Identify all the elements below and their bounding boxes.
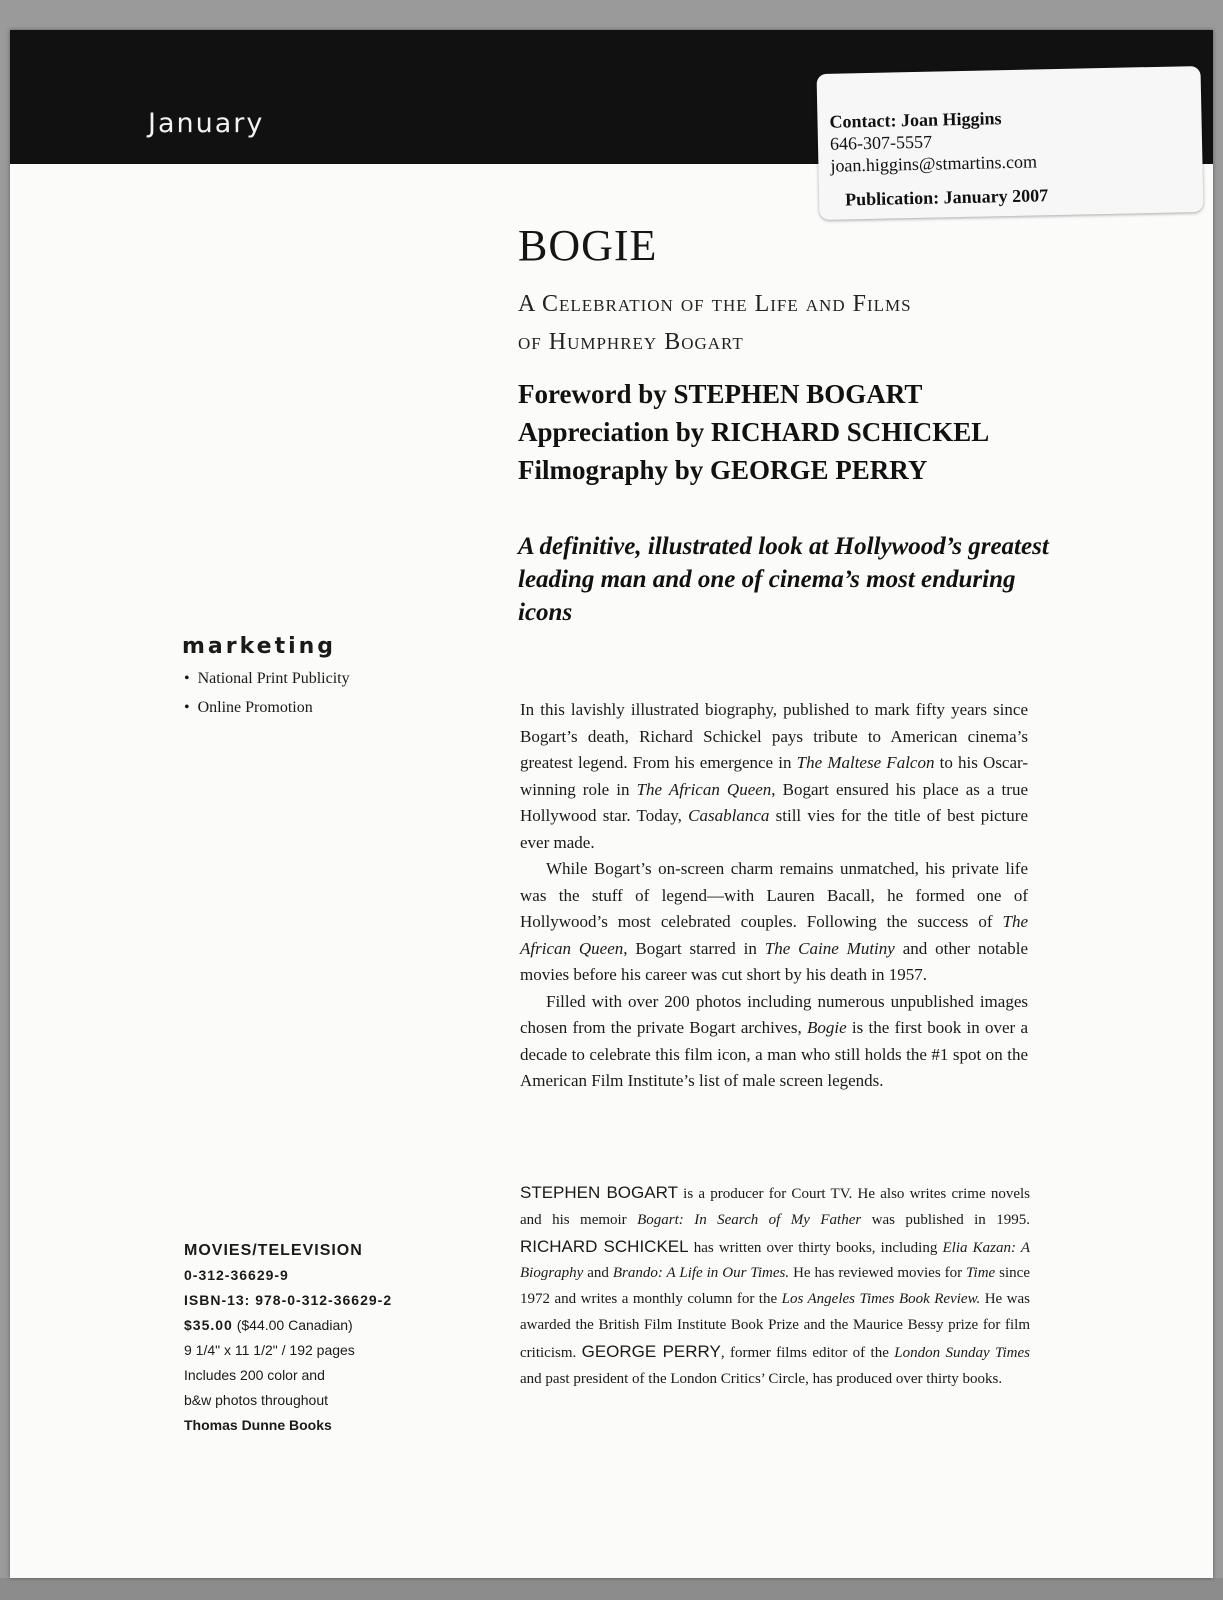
text-run: He was awarded the British Film Institute Book Prize and the Maurice Bessy prize for film criticism. [520, 1291, 1030, 1361]
contact-email: joan.higgins@stmartins.com [830, 151, 1038, 176]
marketing-list [184, 670, 350, 728]
book-description [520, 697, 1028, 1095]
text-run: since 1972 and writes a monthly column for the [520, 1265, 1030, 1308]
text-run: to his Oscar-winning role in [520, 753, 1029, 799]
text-run: He has reviewed movies for [789, 1265, 967, 1282]
book-title-inline: Bogie [807, 1018, 847, 1037]
text-run: is the first book in over a decade to celebrate this film icon, a man who still holds the #1 spot on the American Film Institute’s list of male screen legends. [520, 1018, 1029, 1090]
text-run: and other notable movies before his career was cut short by his death in 1957. [520, 938, 1029, 984]
book-specs [184, 1238, 392, 1438]
work-title: Bogart: In Search of My Father [637, 1211, 862, 1228]
marketing-item: • National Print Publicity [184, 670, 350, 699]
description-paragraph [520, 697, 1028, 856]
filmography-credit: Filmography by GEORGE PERRY [518, 455, 928, 485]
marketing-heading: marketing [182, 634, 337, 659]
price-line [184, 1313, 392, 1338]
author-name: STEPHEN BOGART [520, 1183, 678, 1202]
work-title: Brando: A Life in Our Times. [612, 1265, 790, 1282]
isbn-13: ISBN-13: 978-0-312-36629-2 [184, 1292, 393, 1308]
work-title: London Sunday Times [894, 1344, 1030, 1361]
publisher: Thomas Dunne Books [184, 1417, 332, 1433]
text-run: was published in 1995. [861, 1211, 1030, 1228]
price-canadian: ($44.00 Canadian) [236, 1317, 353, 1333]
foreword-credit: Foreword by STEPHEN BOGART [518, 379, 923, 409]
work-title: Time [966, 1265, 996, 1282]
book-title: BOGIE [518, 221, 658, 270]
author-name: GEORGE PERRY [581, 1341, 721, 1361]
category: MOVIES/TELEVISION [184, 1242, 363, 1259]
text-run: , Bogart ensured his place as a true Hollywood star. Today, [520, 779, 1028, 825]
text-run: While Bogart’s on-screen charm remains unmatched, his private life was the stuff of legend—with Lauren Bacall, he formed one of Hollywood’s most celebrated couples. Following the success of [520, 859, 1028, 931]
price: $35.00 [184, 1317, 233, 1333]
isbn-10: 0-312-36629-9 [184, 1267, 289, 1283]
author-name: RICHARD SCHICKEL [520, 1236, 689, 1256]
text-run: , Bogart starred in [623, 938, 765, 958]
publication-date: Publication: January 2007 [844, 185, 1049, 210]
work-title: Los Angeles Times Book Review. [781, 1291, 981, 1308]
film-title: The Caine Mutiny [764, 938, 895, 958]
text-run: is a producer for Court TV. He also writes crime novels and his memoir [520, 1186, 1030, 1228]
book-subtitle [518, 285, 1038, 361]
book-tagline: A definitive, illustrated look at Hollywood’s greatest leading man and one of cinema’s most enduring icons [518, 533, 1049, 626]
description-paragraph [520, 856, 1028, 989]
work-title: Elia Kazan: A Biography [520, 1239, 1030, 1282]
film-title: Casablanca [688, 806, 770, 825]
appreciation-credit: Appreciation by RICHARD SCHICKEL [518, 417, 990, 447]
contact-phone: 646-307-5557 [829, 131, 933, 154]
subtitle-line-2: of Humphrey Bogart [518, 329, 744, 355]
text-run: Filled with over 200 photos including numerous unpublished images chosen from the private Bogart archives, [520, 991, 1028, 1037]
text-run: has written over thirty books, including [688, 1239, 943, 1256]
photos-line-2: b&w photos throughout [184, 1392, 328, 1408]
catalog-page [10, 30, 1213, 1578]
month-label: January [148, 108, 265, 139]
scanner-background [0, 1578, 1223, 1600]
film-title: The African Queen [520, 912, 1028, 958]
text-run: and [583, 1265, 613, 1282]
text-run: , former films editor of the [720, 1344, 895, 1361]
film-title: The African Queen [636, 779, 772, 799]
film-title: The Maltese Falcon [796, 753, 935, 772]
contributor-credits [518, 375, 1078, 489]
dimensions: 9 1/4" x 11 1/2" / 192 pages [184, 1342, 355, 1358]
text-run: still vies for the title of best picture ever made. [520, 806, 1028, 852]
marketing-item: • Online Promotion [184, 699, 350, 728]
subtitle-line-1: A Celebration of the Life and Films [518, 291, 912, 317]
photos-line-1: Includes 200 color and [184, 1367, 325, 1383]
contact-name: Contact: Joan Higgins [829, 108, 1002, 132]
contact-sticker [817, 66, 1204, 220]
text-run: and past president of the London Critics’ Circle, has produced over thirty books. [520, 1370, 1003, 1387]
description-paragraph [520, 989, 1028, 1095]
text-run: In this lavishly illustrated biography, published to mark fifty years since Bogart’s death, Richard Schickel pays tribute to American cinema’s greatest legend. From his emergence in [520, 700, 1028, 772]
author-bios [520, 1180, 1030, 1392]
